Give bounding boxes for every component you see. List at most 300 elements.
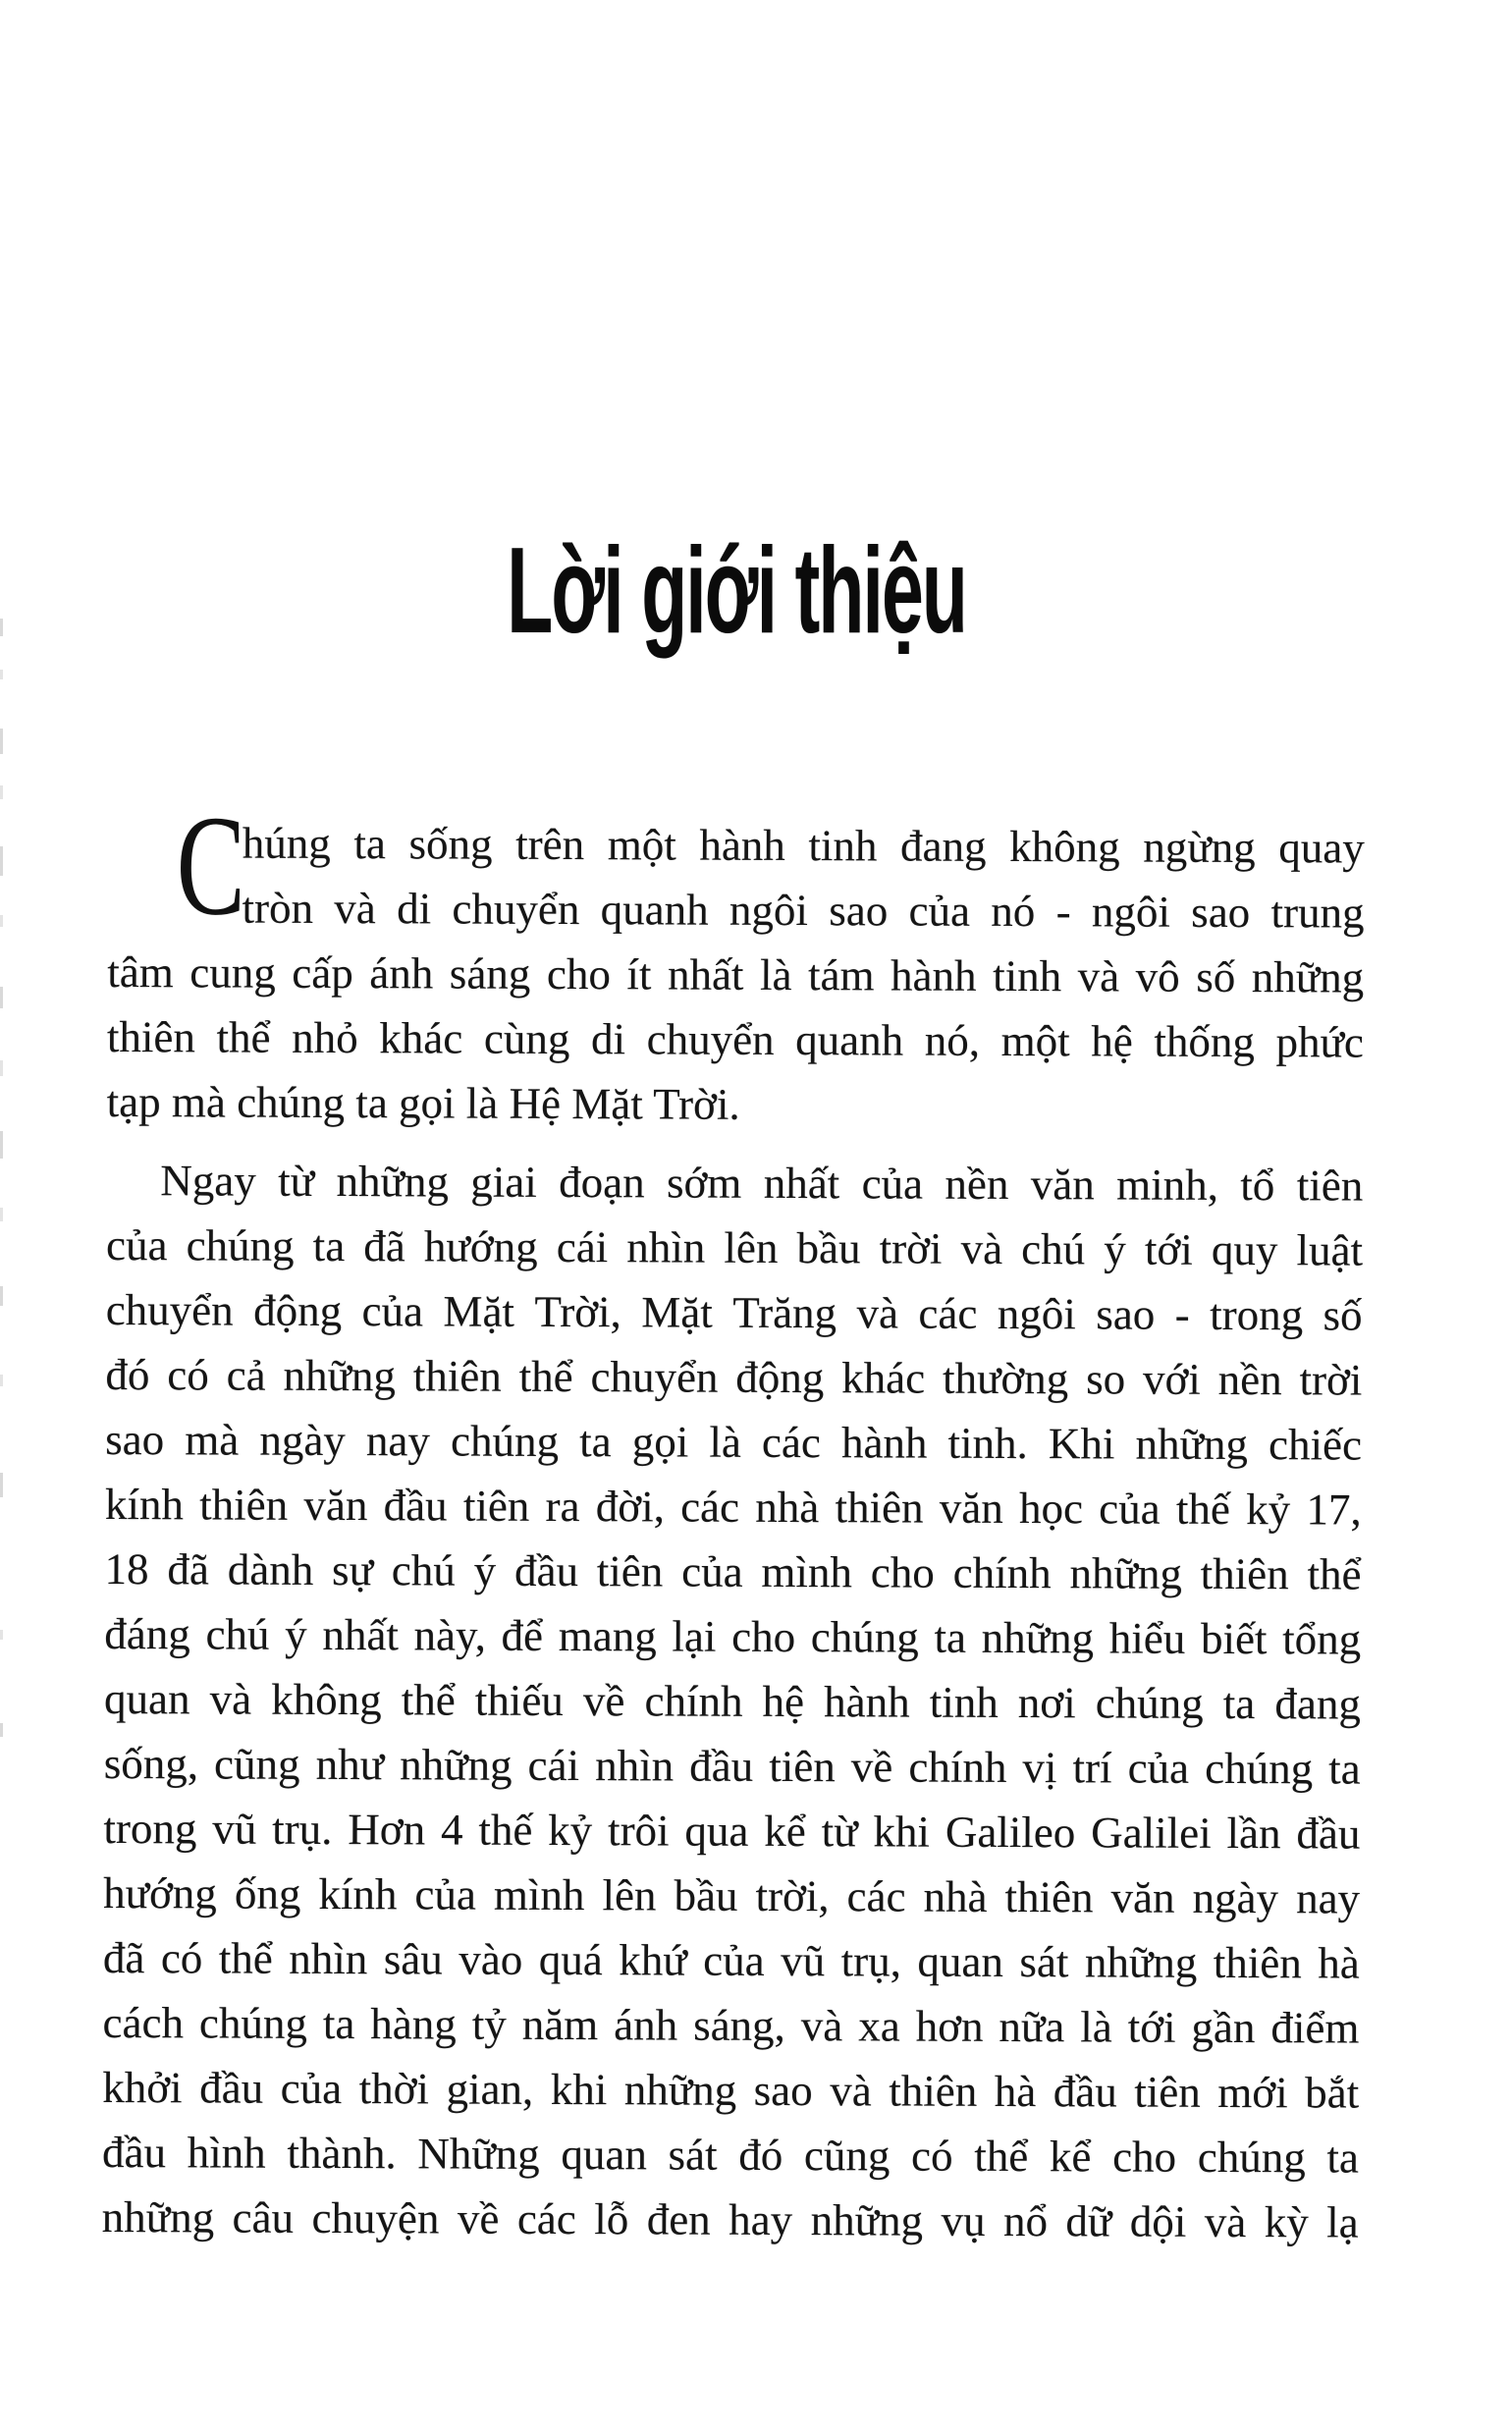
word: Những [417, 2129, 540, 2179]
word: sự [332, 1545, 374, 1595]
word: chuyển [646, 1014, 775, 1064]
word: thiên [199, 1480, 289, 1530]
word: trụ. [272, 1804, 333, 1855]
word: lại [672, 1611, 717, 1661]
text-line [105, 1472, 1362, 1542]
word: Trời, [534, 1286, 621, 1337]
word: thiên [106, 1011, 196, 1062]
word: nhìn [626, 1222, 706, 1272]
text-line [107, 1004, 1364, 1075]
word: học [1018, 1484, 1084, 1534]
word: quay [1278, 823, 1365, 873]
word: ta [353, 819, 387, 869]
word: vụ [941, 2195, 986, 2245]
word: số [1323, 1290, 1363, 1340]
word: thường [942, 1353, 1069, 1404]
word: tiên [462, 1481, 530, 1531]
word: thế [1175, 1484, 1231, 1534]
word: tổng [1282, 1614, 1362, 1664]
word: hành [824, 1677, 910, 1727]
word: sao [1096, 1289, 1156, 1339]
word: - [1055, 887, 1071, 937]
word: thể [518, 1351, 573, 1402]
chapter-title-text: Lời giới thiệu [507, 523, 966, 659]
word: là [709, 1417, 741, 1467]
word: khác [841, 1353, 926, 1403]
word: của [361, 1286, 424, 1336]
word: thiên [412, 1351, 502, 1401]
word: nổ [1002, 2195, 1049, 2246]
word: đầu [199, 2063, 264, 2113]
word: tâm [107, 946, 174, 998]
word: ngôi [729, 885, 809, 936]
word: nay [1296, 1873, 1361, 1923]
word: 18 [104, 1543, 149, 1594]
word: lỗ [594, 2194, 629, 2244]
word: chính [908, 1742, 1007, 1793]
word: hệ [1091, 1016, 1133, 1066]
word: sát [668, 2130, 718, 2180]
word: sát [1019, 1937, 1069, 1987]
word: câu [232, 2192, 295, 2242]
word: hướng [423, 1221, 538, 1271]
word: quanh [600, 885, 709, 935]
word: thiên [1200, 1548, 1289, 1599]
word: 17, [1306, 1485, 1362, 1535]
word: ngôi [997, 1288, 1076, 1339]
word: thể [401, 1675, 456, 1725]
word: kỷ [548, 1805, 593, 1856]
word: các [761, 1417, 822, 1468]
word: sớm [666, 1158, 742, 1208]
word: cả [226, 1350, 266, 1400]
word: ống [234, 1868, 301, 1918]
word: lần [1226, 1808, 1281, 1859]
word: và [1077, 951, 1120, 1001]
word: không [271, 1674, 382, 1725]
word: đó [105, 1349, 150, 1400]
word: tiên [769, 1741, 836, 1792]
word: chúng [810, 1612, 919, 1662]
word: so [1086, 1354, 1126, 1404]
word: quy [1211, 1224, 1278, 1275]
word: tinh [808, 821, 878, 871]
word: vào [459, 1934, 523, 1984]
paragraph [106, 785, 1365, 1140]
scan-artifact-mark [0, 1060, 3, 1076]
word: luật [1296, 1225, 1364, 1275]
text-line [107, 940, 1364, 1010]
word: lên [602, 1870, 657, 1920]
scan-artifact-mark [0, 1473, 3, 1497]
text-line [102, 2185, 1359, 2255]
word: ý [1104, 1224, 1126, 1274]
word: thể [218, 1933, 273, 1983]
word: ta [579, 1417, 612, 1467]
text-column [101, 785, 1365, 2255]
word: trên [515, 819, 585, 870]
word: sao [105, 1414, 165, 1465]
word: cách [102, 1997, 185, 2048]
scan-artifact-mark [0, 1723, 3, 1737]
word: hay [729, 2194, 793, 2245]
word: ta [322, 1998, 355, 2049]
word: chúng [198, 1998, 308, 2048]
word: động [253, 1285, 343, 1336]
word: thể [216, 1012, 271, 1062]
word: bầu [796, 1223, 861, 1273]
word: của [280, 2063, 343, 2114]
word: nền [1217, 1354, 1282, 1405]
word: dội [1129, 2196, 1187, 2246]
text-line [104, 1666, 1361, 1737]
word: bầu [674, 1870, 738, 1920]
word: phức [1275, 1017, 1365, 1067]
text-line [102, 2120, 1359, 2190]
text-line [103, 1796, 1360, 1866]
word: tiên [1296, 1161, 1364, 1211]
word: lên [724, 1222, 779, 1272]
word: hướng [103, 1867, 217, 1918]
word: của [1127, 1743, 1190, 1793]
word: nhìn [595, 1741, 675, 1791]
word: thiên [889, 2066, 978, 2116]
word: vô [1135, 951, 1180, 1001]
word: thiên [1004, 1871, 1094, 1922]
word: ngừng [1143, 822, 1256, 873]
word: để [501, 1610, 544, 1660]
word: của [1099, 1484, 1161, 1534]
word: với [1142, 1354, 1201, 1404]
word: chúng [186, 1220, 295, 1270]
word: sâu [383, 1934, 443, 1984]
word: nhìn [289, 1933, 368, 1984]
word: và [800, 2001, 843, 2051]
scan-artifact-mark [0, 619, 3, 636]
word: và [856, 1288, 899, 1338]
word: xa [858, 2001, 900, 2051]
word: trong [103, 1803, 197, 1854]
word: hành [890, 950, 977, 1000]
word: những [981, 1612, 1095, 1663]
word: trời [1299, 1355, 1363, 1405]
word: nhất [763, 1158, 840, 1209]
word: gọi [631, 1417, 689, 1467]
word: sao [829, 886, 889, 936]
word: đã [363, 1221, 405, 1271]
word: mang [558, 1611, 657, 1661]
word: quan [103, 1673, 190, 1724]
word: hiểu [1108, 1613, 1186, 1663]
word: tinh. [947, 1418, 1028, 1469]
word: của [703, 1935, 765, 1985]
word: văn [303, 1480, 368, 1531]
word: cái [556, 1221, 609, 1272]
word: cùng [483, 1013, 570, 1064]
word: chúng [1205, 1743, 1314, 1794]
word: cho [731, 1611, 796, 1662]
word: húng [242, 818, 331, 868]
word: như [315, 1739, 385, 1790]
word: những [623, 2065, 737, 2115]
word: ta [1326, 2133, 1360, 2183]
scan-artifact-mark [0, 1131, 3, 1159]
word: nữa [999, 2001, 1065, 2052]
word: sáng, [693, 2000, 785, 2051]
word: của [861, 1159, 924, 1209]
word: các [918, 1288, 978, 1338]
word: đầu [689, 1741, 754, 1791]
word: chuyện [311, 2192, 440, 2243]
word: sáng [449, 948, 531, 999]
word: đầu [1296, 1809, 1361, 1859]
word: ánh [614, 2000, 678, 2050]
word: khởi [102, 2062, 183, 2113]
word: chính [952, 1547, 1052, 1598]
scan-artifact-mark [0, 670, 3, 679]
word: những [400, 1740, 513, 1790]
word: cái [527, 1740, 580, 1791]
word: Ngay [160, 1156, 256, 1206]
word: tiên [1134, 2067, 1201, 2117]
word: gian, [446, 2064, 534, 2114]
word: thống [1154, 1016, 1256, 1067]
word: và [334, 884, 376, 934]
word: thế [478, 1805, 533, 1855]
text-line [106, 1148, 1363, 1218]
word: khứ [619, 1935, 687, 1985]
word: sao [753, 2065, 813, 2116]
word: ngày [1192, 1872, 1279, 1923]
word: những [1251, 952, 1365, 1002]
word: một [607, 820, 676, 870]
word: kể [764, 1806, 806, 1857]
word: nhất [322, 1609, 400, 1660]
word: khi [873, 1807, 931, 1857]
word: đó [738, 2130, 783, 2181]
word: di [590, 1014, 626, 1064]
word: tám [807, 950, 875, 1000]
word: của [105, 1219, 168, 1270]
word: qua [684, 1806, 749, 1856]
word: số [1196, 951, 1236, 1002]
word: sống [408, 819, 493, 869]
word: về [850, 1742, 893, 1792]
word: những [283, 1350, 397, 1401]
word: về [582, 1676, 625, 1726]
scan-edge-artifacts [0, 0, 8, 2431]
word: dữ [1065, 2196, 1112, 2246]
word: những [1135, 1419, 1249, 1470]
word: thiếu [474, 1675, 564, 1726]
word: mà [185, 1415, 240, 1465]
word: điểm [1270, 2003, 1360, 2053]
word: và [960, 1223, 1003, 1273]
word: các [680, 1482, 740, 1532]
word: năm [521, 1999, 599, 2050]
word: nhà [755, 1482, 820, 1533]
word: chính [644, 1676, 743, 1726]
word: ý [473, 1545, 497, 1595]
word: trí [1072, 1743, 1112, 1793]
word: cũng [213, 1739, 300, 1789]
word: những [336, 1157, 450, 1207]
word: thiên [835, 1483, 924, 1533]
word: tổ [1240, 1161, 1275, 1211]
word: kỷ [1246, 1485, 1291, 1535]
word: những [1069, 1548, 1183, 1598]
word: đầu [513, 1545, 579, 1596]
scan-artifact-mark [0, 785, 3, 799]
word: tới [1127, 2002, 1176, 2052]
word: đoạn [559, 1158, 645, 1208]
word: hành [840, 1418, 928, 1468]
word: và [830, 2066, 872, 2116]
word: nó, [924, 1015, 981, 1065]
word: thiên [1213, 1937, 1302, 1988]
text-line [104, 1537, 1361, 1607]
paragraph [102, 1148, 1364, 2255]
word: bắt [1305, 2068, 1360, 2118]
word: thể [974, 2131, 1029, 2182]
text-line [105, 1407, 1362, 1478]
word: trong [1210, 1289, 1304, 1340]
text-line [104, 1731, 1361, 1802]
word: cấp [292, 947, 353, 999]
word: nay [365, 1416, 431, 1466]
text-line [106, 1277, 1363, 1348]
word: quan [561, 2130, 647, 2180]
word: đã [102, 1932, 145, 1983]
word: những [1084, 1937, 1198, 1987]
word: trung [1270, 888, 1365, 938]
drop-cap: C [176, 785, 246, 945]
word: ý [285, 1609, 307, 1659]
text-line [102, 2055, 1359, 2126]
word: chúng [450, 1416, 560, 1467]
word: giai [470, 1157, 537, 1207]
word: ta [934, 1612, 967, 1662]
word: Galileo [945, 1807, 1076, 1858]
word: động [735, 1352, 825, 1403]
word: - [1174, 1289, 1190, 1339]
scan-artifact-mark [0, 846, 3, 876]
word: chuyển [452, 884, 580, 935]
word: văn [1110, 1872, 1175, 1922]
word: biết [1200, 1613, 1268, 1664]
word: đầu [383, 1481, 448, 1531]
word: là [1080, 2002, 1112, 2052]
word: đáng [104, 1608, 190, 1659]
scan-artifact-mark [0, 915, 3, 927]
word: quan [917, 1936, 1004, 1986]
word: trôi [608, 1806, 670, 1856]
word: lạ [1326, 2197, 1359, 2247]
word: hành [699, 820, 785, 871]
word: ta [1222, 1678, 1256, 1729]
word: chuyển [105, 1284, 234, 1335]
word: ta [312, 1220, 346, 1271]
word: tới [1144, 1224, 1193, 1274]
word: của [681, 1546, 743, 1596]
word: trời, [755, 1870, 830, 1921]
scan-artifact-mark [0, 1286, 3, 1306]
word: thể [1307, 1549, 1362, 1599]
word: nhà [923, 1871, 988, 1921]
word: cung [189, 947, 276, 998]
scan-artifact-mark [0, 987, 3, 1008]
word: hà [1318, 1938, 1360, 1988]
word: văn [1030, 1160, 1095, 1210]
word: có [911, 2131, 953, 2181]
word: Khi [1048, 1419, 1115, 1469]
scan-artifact-mark [0, 1375, 3, 1386]
word: đang [1274, 1679, 1362, 1729]
word: nhất [667, 949, 744, 999]
word: ánh [369, 948, 434, 999]
word: Mặt [641, 1287, 713, 1337]
word: đời, [595, 1482, 666, 1532]
word: ra [545, 1481, 580, 1532]
word: hàng [370, 1999, 457, 2049]
word: có [167, 1350, 209, 1400]
word: từ [278, 1156, 315, 1206]
word: dành [227, 1544, 314, 1594]
word: các [846, 1871, 906, 1921]
word: gần [1191, 2002, 1256, 2053]
scan-artifact-mark [0, 1630, 3, 1640]
word: từ [821, 1807, 858, 1857]
word: đang [899, 821, 987, 871]
word: quanh [795, 1015, 904, 1065]
word: Galilei [1091, 1808, 1212, 1858]
word: sao [1191, 887, 1251, 938]
word: trụ, [840, 1936, 902, 1986]
word: ít [626, 949, 652, 999]
word: thành. [287, 2128, 397, 2179]
word: hơn [915, 2001, 984, 2051]
word: minh, [1116, 1160, 1219, 1210]
word: vũ [212, 1804, 257, 1854]
word: tinh [929, 1677, 999, 1727]
word: chúng [1095, 1678, 1204, 1728]
word: chuyển [590, 1352, 719, 1402]
word: ngày [259, 1415, 346, 1466]
text-line: tạp mà chúng ta gọi là Hệ Mặt Trời. [106, 1076, 740, 1129]
word: văn [939, 1483, 1003, 1533]
word: những [101, 2191, 215, 2242]
word: nó [991, 886, 1036, 937]
scan-artifact-mark [0, 729, 3, 754]
text-line [102, 1990, 1359, 2061]
word: khi [550, 2064, 608, 2115]
word: hệ [762, 1676, 805, 1727]
word: mình [493, 1869, 585, 1920]
word: thời [358, 2064, 430, 2114]
word: kể [1049, 2132, 1092, 2182]
word: và [1204, 2196, 1247, 2247]
word: quá [538, 1934, 603, 1985]
word: đầu [1053, 2067, 1117, 2117]
word: đã [167, 1544, 210, 1594]
word: của [414, 1869, 477, 1919]
word: của [908, 886, 971, 936]
word: tỷ [471, 1999, 507, 2049]
word: di [397, 884, 432, 934]
word: hà [994, 2066, 1037, 2117]
word: khác [379, 1013, 463, 1063]
text-line [105, 1342, 1362, 1413]
